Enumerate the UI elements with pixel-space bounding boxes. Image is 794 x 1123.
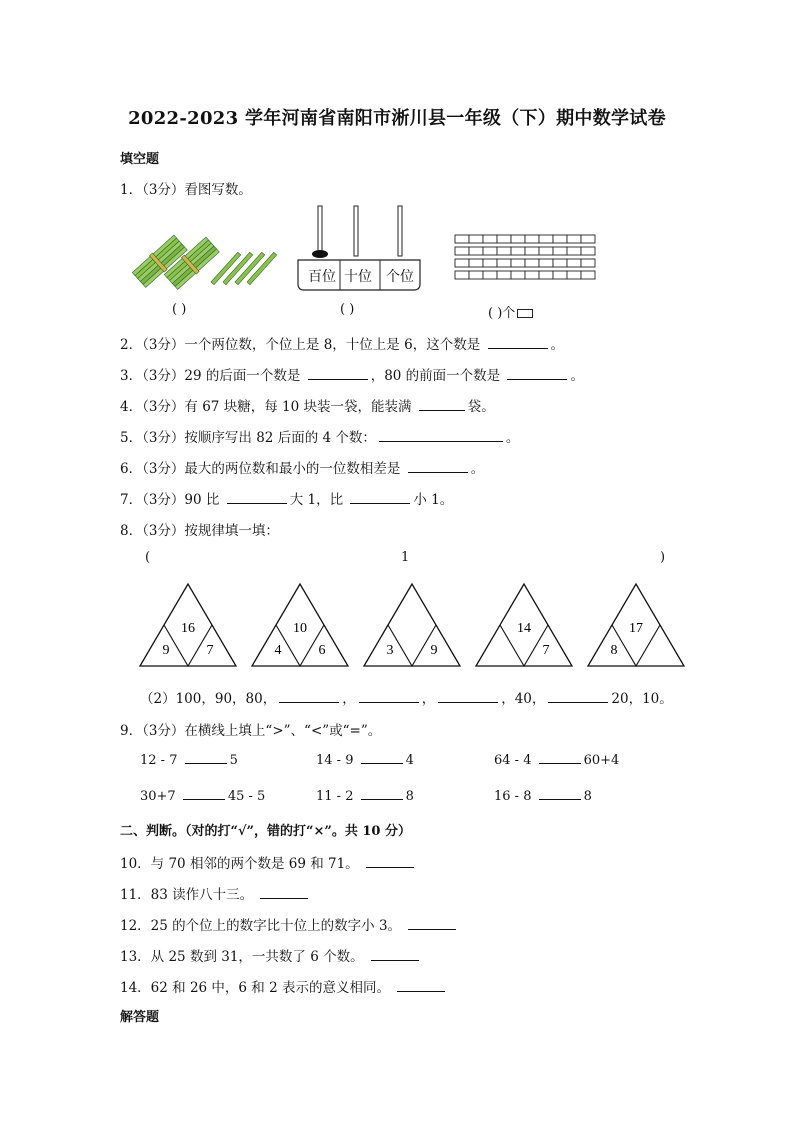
block-cell (525, 259, 539, 267)
question-5: 5．（3分）按顺序写出 82 后面的 4 个数： 。 (120, 430, 520, 446)
question-1: 1．（3分）看图写数。 (120, 182, 252, 198)
number-triangle (588, 584, 684, 666)
answer-blank[interactable] (379, 429, 503, 442)
answer-blank[interactable] (438, 690, 498, 703)
comparison-item: 11 - 2 8 (316, 789, 414, 804)
block-cell (553, 247, 567, 255)
block-cell (511, 247, 525, 255)
block-cell (497, 271, 511, 279)
block-cell (511, 271, 525, 279)
triangle-left-number: 3 (386, 643, 394, 658)
section-fill-blank: 填空题 (120, 152, 160, 167)
block-cell (483, 247, 497, 255)
answer-blank[interactable] (227, 491, 287, 504)
comparison-item: 30+7 45 - 5 (140, 789, 266, 804)
triangle-top-number: 16 (181, 621, 195, 636)
answer-blank[interactable] (185, 751, 227, 764)
q8-paren-left: ( (145, 550, 151, 565)
triangle-right-number: 6 (318, 643, 326, 658)
comparison-item: 64 - 4 60+4 (494, 753, 620, 768)
answer-blank[interactable] (488, 336, 548, 349)
q1-answer-2: ( ) (340, 302, 355, 317)
question-7: 7．（3分）90 比 大 1，比 小 1。 (120, 492, 454, 508)
block-cell (483, 235, 497, 243)
block-cell (581, 235, 595, 243)
triangle-top-number: 14 (517, 621, 531, 636)
answer-blank[interactable] (548, 690, 608, 703)
triangles-figure (0, 580, 794, 672)
block-cell (581, 247, 595, 255)
answer-blank[interactable] (539, 787, 581, 800)
block-cell (525, 235, 539, 243)
block-icon (517, 309, 533, 318)
question-6: 6．（3分）最大的两位数和最小的一位数相差是 。 (120, 461, 485, 477)
block-cell (511, 259, 525, 267)
page-title: 2022-2023 学年河南省南阳市淅川县一年级（下）期中数学试卷 (128, 108, 666, 129)
block-cell (483, 259, 497, 267)
question-12: 12．25 的个位上的数字比十位上的数字小 3。 (120, 914, 459, 934)
block-cell (567, 271, 581, 279)
answer-blank[interactable] (308, 367, 368, 380)
block-cell (497, 247, 511, 255)
blocks-image (453, 233, 597, 283)
block-cell (539, 235, 553, 243)
block-cell (455, 247, 469, 255)
triangle-top-number: 17 (629, 621, 643, 636)
block-cell (525, 247, 539, 255)
section-judge: 二、判断。（对的打“√”，错的打“×”。共 10 分） (120, 824, 411, 839)
sticks-bundle-image (135, 232, 275, 292)
block-cell (567, 235, 581, 243)
question-8-part-2: （2）100，90，80， ， ， ，40， 20，10。 (140, 691, 673, 707)
q1-answer-3: ( )个 (488, 302, 533, 321)
answer-blank[interactable] (260, 886, 308, 899)
question-3: 3．（3分）29 的后面一个数是 ，80 的前面一个数是 。 (120, 368, 584, 384)
block-cell (469, 271, 483, 279)
block-cell (553, 259, 567, 267)
answer-blank[interactable] (397, 979, 445, 992)
question-2: 2．（3分）一个两位数，个位上是 8，十位上是 6，这个数是 。 (120, 337, 564, 353)
question-11: 11．83 读作八十三。 (120, 883, 311, 903)
answer-blank[interactable] (359, 690, 419, 703)
number-triangle (364, 584, 460, 666)
triangle-right-number: 7 (542, 643, 550, 658)
answer-blank[interactable] (350, 491, 410, 504)
comparison-item: 14 - 9 4 (316, 753, 414, 768)
abacus-label-tens: 十位 (344, 269, 372, 285)
number-triangle (252, 584, 348, 666)
answer-blank[interactable] (279, 690, 339, 703)
triangle-left-number: 4 (274, 643, 282, 658)
block-cell (539, 259, 553, 267)
number-triangle (476, 584, 572, 666)
abacus-label-hundreds: 百位 (308, 269, 336, 285)
answer-blank[interactable] (507, 367, 567, 380)
triangle-right-number: 9 (430, 643, 438, 658)
block-cell (497, 235, 511, 243)
block-cell (469, 247, 483, 255)
triangle-left-number: 9 (162, 643, 170, 658)
question-10: 10．与 70 相邻的两个数是 69 和 71。 (120, 852, 417, 872)
q8-part-number: 1 (401, 550, 410, 565)
q1-answer-1: ( ) (172, 302, 187, 317)
block-cell (455, 259, 469, 267)
answer-blank[interactable] (408, 460, 468, 473)
block-cell (455, 235, 469, 243)
block-cell (567, 259, 581, 267)
answer-blank[interactable] (539, 751, 581, 764)
answer-blank[interactable] (361, 751, 403, 764)
block-cell (525, 271, 539, 279)
answer-blank[interactable] (366, 855, 414, 868)
answer-blank[interactable] (183, 787, 225, 800)
block-cell (539, 247, 553, 255)
q8-paren-right: ) (660, 550, 666, 565)
comparison-item: 12 - 7 5 (140, 753, 238, 768)
block-cell (455, 271, 469, 279)
block-cell (511, 235, 525, 243)
question-14: 14．62 和 26 中，6 和 2 表示的意义相同。 (120, 976, 448, 996)
block-cell (553, 235, 567, 243)
triangle-left-number: 8 (610, 643, 618, 658)
block-cell (483, 271, 497, 279)
question-4: 4．（3分）有 67 块糖，每 10 块装一袋，能装满 袋。 (120, 399, 495, 415)
question-8: 8．（3分）按规律填一填： (120, 523, 279, 539)
question-9: 9．（3分）在横线上填上“>”、“<”或“=”。 (120, 723, 382, 739)
question-13: 13．从 25 数到 31，一共数了 6 个数。 (120, 945, 422, 965)
block-cell (469, 259, 483, 267)
block-cell (581, 259, 595, 267)
block-cell (497, 259, 511, 267)
block-cell (553, 271, 567, 279)
block-cell (539, 271, 553, 279)
answer-blank[interactable] (408, 917, 456, 930)
answer-blank[interactable] (419, 398, 465, 411)
block-cell (567, 247, 581, 255)
section-solve: 解答题 (120, 1010, 160, 1025)
triangle-top-number: 10 (293, 621, 307, 636)
abacus-label-ones: 个位 (386, 269, 414, 285)
answer-blank[interactable] (361, 787, 403, 800)
block-cell (581, 271, 595, 279)
triangle-right-number: 7 (206, 643, 214, 658)
answer-blank[interactable] (371, 948, 419, 961)
number-triangle (140, 584, 236, 666)
comparison-item: 16 - 8 8 (494, 789, 592, 804)
block-cell (469, 235, 483, 243)
